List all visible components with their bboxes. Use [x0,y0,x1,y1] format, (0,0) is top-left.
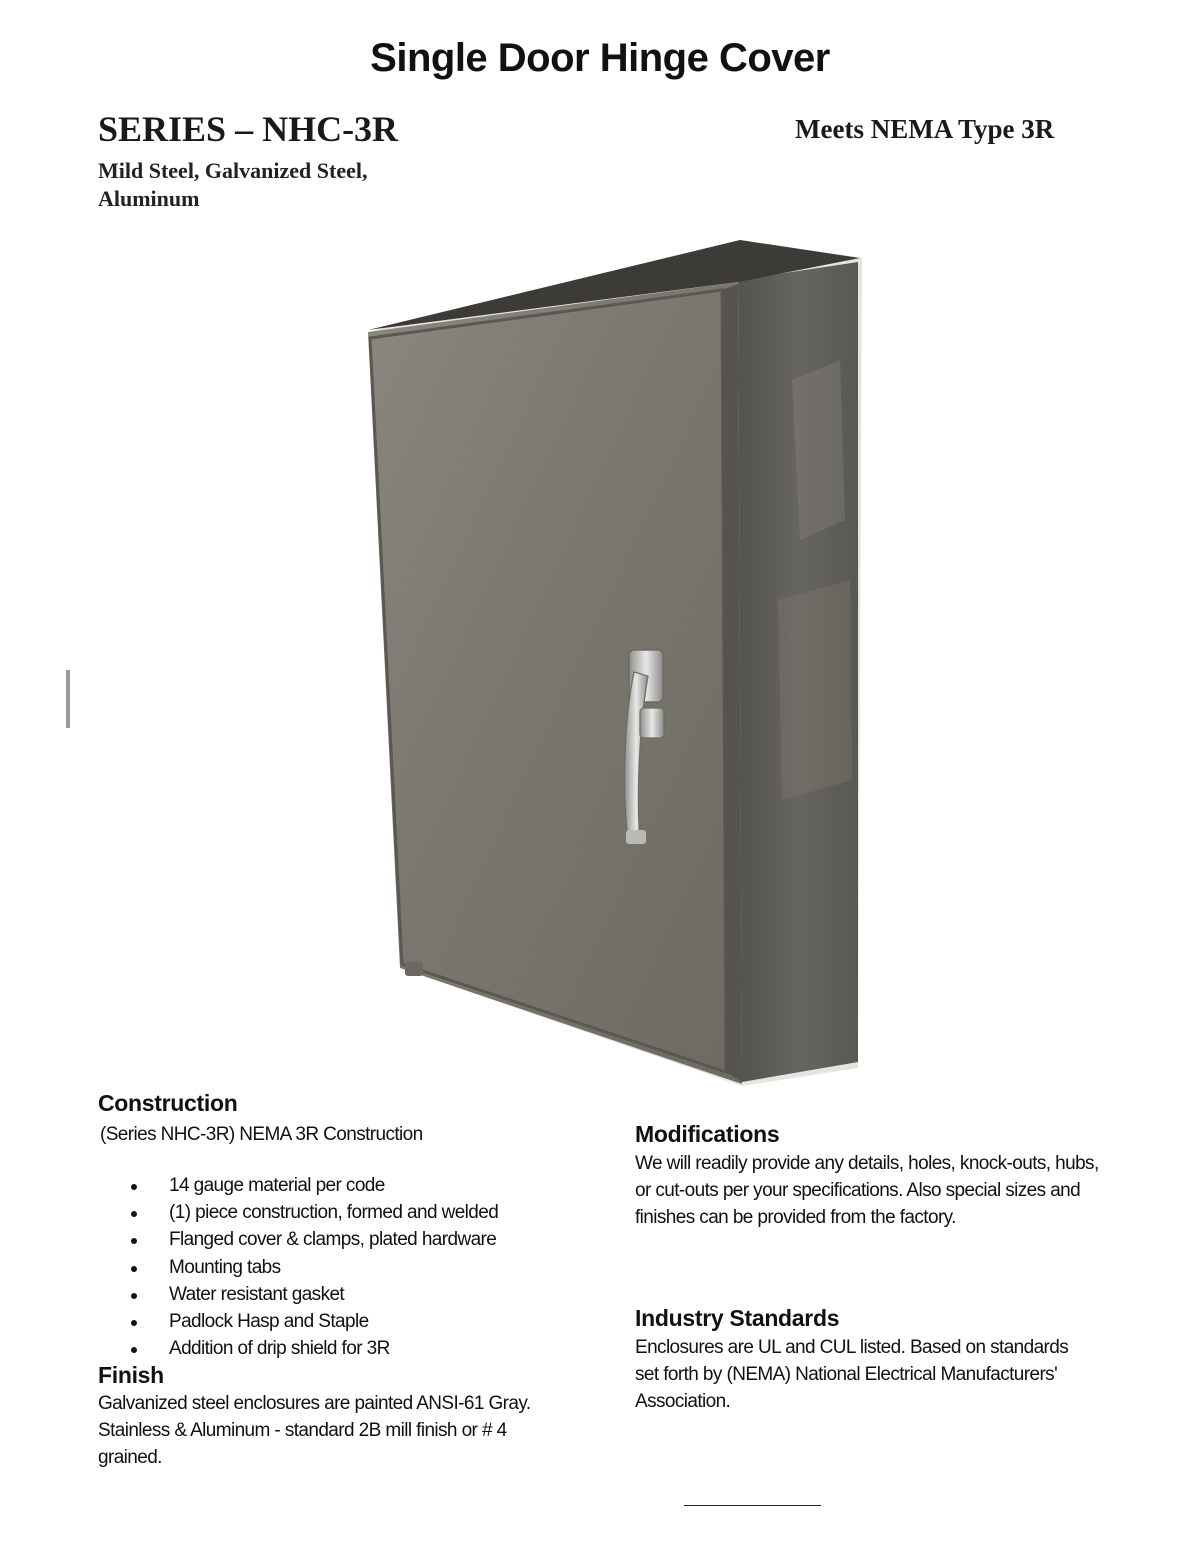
finish-heading: Finish [98,1362,164,1388]
modifications-text: We will readily provide any details, holes, knock-outs, hubs, or cut-outs per your specifications. Also special sizes and finishes can be provided from the factory. [635,1153,1099,1228]
list-item: Padlock Hasp and Staple [127,1308,498,1335]
scan-mark [66,670,70,728]
list-item: 14 gauge material per code [127,1172,498,1199]
list-item: Water resistant gasket [127,1281,498,1308]
materials-text: Mild Steel, Galvanized Steel, Aluminum [98,158,368,211]
finish-text: Galvanized steel enclosures are painted ANSI-61 Gray. Stainless & Aluminum - standard 2B mill finish or # 4 grained. [98,1393,531,1468]
enclosure-photo [355,232,875,1097]
enclosure-body [368,240,862,1086]
list-item: Mounting tabs [127,1254,498,1281]
page-title: Single Door Hinge Cover [370,36,830,80]
nema-rating: Meets NEMA Type 3R [795,114,1055,144]
construction-intro: (Series NHC-3R) NEMA 3R Construction [100,1124,423,1145]
industry-standards-text: Enclosures are UL and CUL listed. Based on standards set forth by (NEMA) National Electrical Manufacturers' Association. [635,1337,1069,1412]
list-item: Flanged cover & clamps, plated hardware [127,1226,498,1253]
list-item: (1) piece construction, formed and welded [127,1199,498,1226]
series-title: SERIES – NHC-3R [98,109,399,149]
footer-rule [684,1505,821,1506]
modifications-heading: Modifications [635,1121,780,1147]
list-item: Addition of drip shield for 3R [127,1335,498,1362]
industry-standards-heading: Industry Standards [635,1305,840,1331]
construction-heading: Construction [98,1090,238,1116]
construction-list [127,1172,498,1362]
